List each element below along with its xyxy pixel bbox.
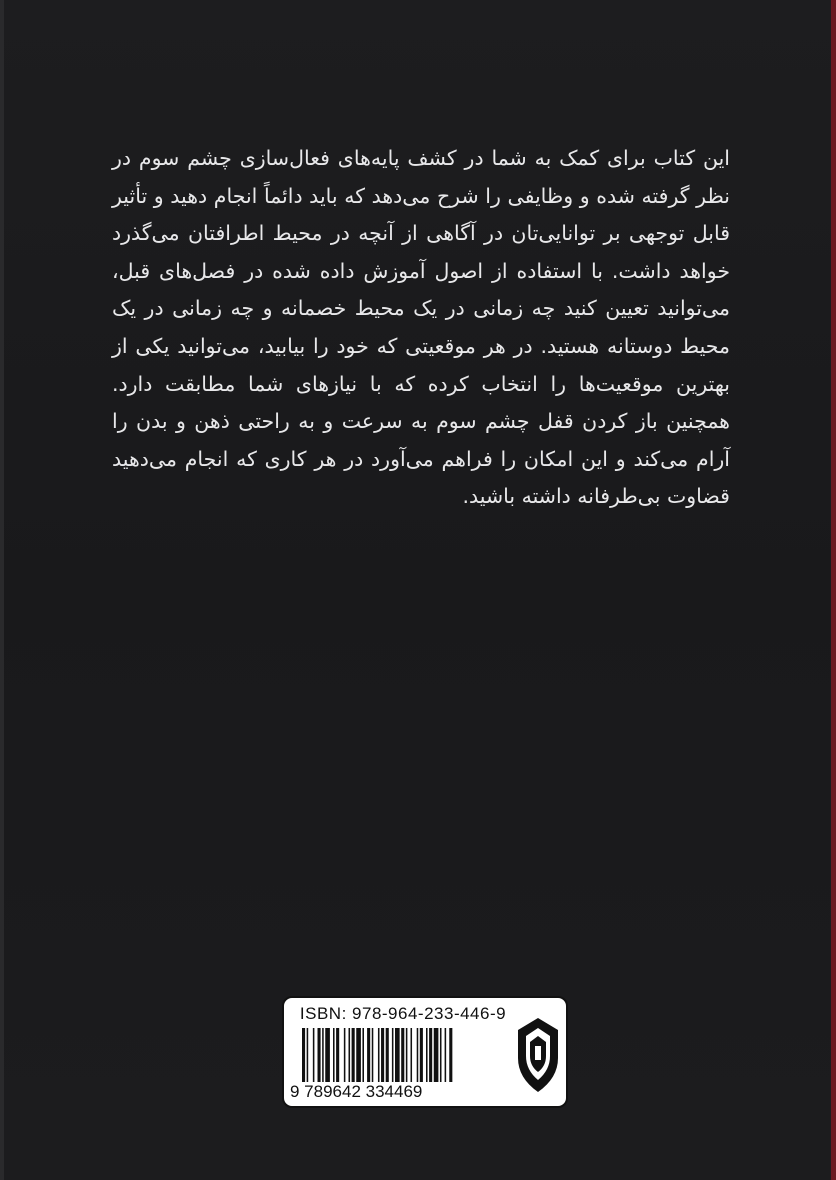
barcode-bar [333,1028,335,1082]
barcode-bar [378,1028,380,1082]
publisher-emblem-icon [516,1016,560,1094]
barcode-bar [429,1028,432,1082]
barcode-bar [411,1028,413,1082]
barcode-bar [302,1028,305,1082]
barcode-bar [386,1028,389,1082]
barcode-bar [322,1028,324,1082]
barcode-bar [440,1028,442,1082]
barcode-bar [325,1028,330,1082]
barcode-digits: 9 789642 334469 [290,1082,423,1101]
barcode-bar [449,1028,452,1082]
isbn-number: ISBN: 978-964-233-446-9 [299,1004,507,1023]
barcode-bar [381,1028,384,1082]
barcode-bar [367,1028,370,1082]
barcode-bar [434,1028,439,1082]
barcode-bar [392,1028,394,1082]
spine-edge [831,0,836,1180]
barcode-bar [420,1028,423,1082]
barcode-bar [401,1028,404,1082]
barcode-bar [307,1028,309,1082]
isbn-barcode-label [282,996,568,1108]
barcode-bar [395,1028,400,1082]
barcode-bar [406,1028,408,1082]
back-cover-blurb: این کتاب برای کمک به شما در کشف پایه‌های فعال‌سازی چشم سوم در نظر گرفته شده و وظایفی را شرح می‌دهد که باید دائماً انجام دهید و تأثیر قابل توجهی بر توانایی‌تان در آگاهی از آنچه در محیط اطرافتان می‌گذرد خواهد داشت. با استفاده از اصول آموزش داده شده در فصل‌های قبل، می‌توانید تعیین کنید چه زمانی در یک محیط خصمانه و چه زمانی در یک محیط دوستانه هستید. در هر موقعیتی که خود را بیابید، می‌توانید یکی از بهترین موقعیت‌ها را انتخاب کرده که با نیازهای شما مطابقت دارد. همچنین باز کردن قفل چشم سوم به سرعت و به راحتی ذهن و بدن را آرام می‌کند و این امکان را فراهم می‌آورد در هر کاری که انجام می‌دهید قضاوت بی‌طرفانه داشته باشید. [112,146,730,509]
barcode-bar [352,1028,355,1082]
barcode-bar [313,1028,315,1082]
barcode [300,1028,504,1082]
left-edge [0,0,4,1180]
barcode-bar [372,1028,374,1082]
barcode-bar [356,1028,361,1082]
barcode-bar [318,1028,321,1082]
barcode-bar [426,1028,428,1082]
barcode-bar [349,1028,351,1082]
barcode-bar [417,1028,419,1082]
barcode-bar [344,1028,346,1082]
barcode-bar [445,1028,447,1082]
barcode-bar [362,1028,364,1082]
barcode-bar [336,1028,339,1082]
